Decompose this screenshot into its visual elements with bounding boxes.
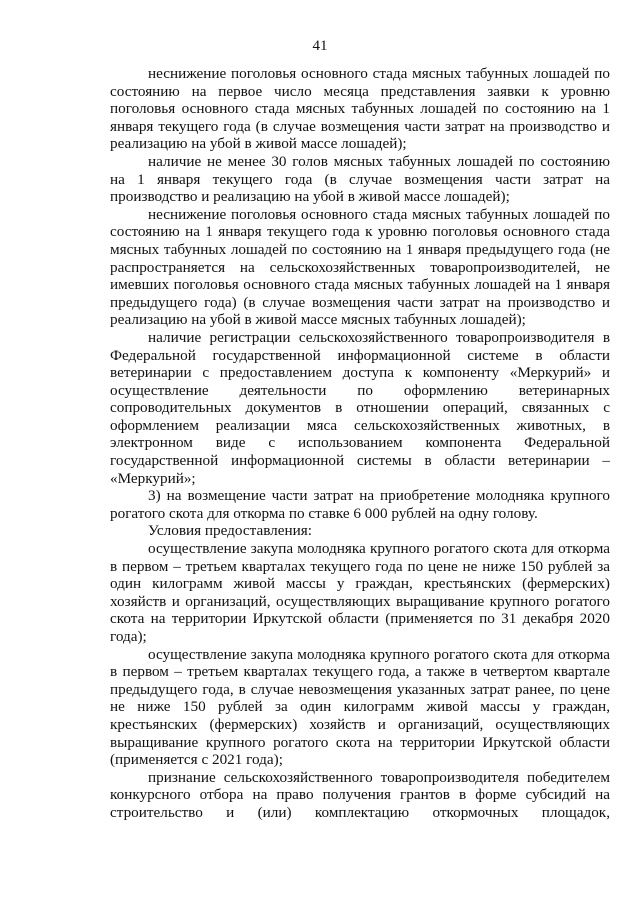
paragraph: осуществление закупа молодняка крупного рогатого скота для откорма в первом – третьем кварталах текущего года по цене не ниже 150 рублей за один килограмм живой массы у граждан, крестьянских (фермерских) хозяйств и организаций, осуществляющих выращивание крупного рогатого скота на территории Иркутской области (применяется по 31 декабря 2020 года);	[110, 540, 610, 645]
section-heading: Условия предоставления:	[148, 522, 312, 540]
paragraph: наличие регистрации сельскохозяйственного товаропроизводителя в Федеральной государственной информационной системе в области ветеринарии с предоставлением доступа к компоненту «Меркурий» и осуществление деятельности по оформлению ветеринарных сопроводительных документов в отношении операций, связанных с оформлением реализации мяса сельскохозяйственных животных, в электронном виде с использованием компонента Федеральной государственной информационной системы в области ветеринарии – «Меркурий»;	[110, 328, 610, 487]
page-number: 41	[312, 38, 328, 54]
paragraph: неснижение поголовья основного стада мясных табунных лошадей по состоянию на 1 января текущего года к уровню поголовья основного стада мясных табунных лошадей по состоянию на 1 января предыдущего года (не распространяется на сельскохозяйственных товаропроизводителей, не имевших поголовья основного стада мясных табунных лошадей на 1 января предыдущего года) (в случае возмещения части затрат на производство и реализацию на убой в живой массе мясных табунных лошадей);	[110, 205, 610, 329]
paragraph: неснижение поголовья основного стада мясных табунных лошадей по состоянию на первое число месяца представления заявки к уровню поголовья основного стада мясных табунных лошадей по состоянию на 1 января текущего года (в случае возмещения части затрат на производство и реализацию на убой в живой массе лошадей);	[110, 65, 610, 153]
document-body	[110, 65, 610, 822]
paragraph: признание сельскохозяйственного товаропроизводителя победителем конкурсного отбора на право получения грантов в форме субсидий на строительство и (или) комплектацию откормочных площадок,	[110, 768, 610, 821]
paragraph: осуществление закупа молодняка крупного рогатого скота для откорма в первом – третьем кварталах текущего года, а также в четвертом квартале предыдущего года, в случае невозмещения указанных затрат ранее, по цене не ниже 150 рублей за один килограмм живой массы у граждан, крестьянских (фермерских) хозяйств и организаций, осуществляющих выращивание крупного рогатого скота на территории Иркутской области (применяется с 2021 года);	[110, 645, 610, 769]
paragraph: 3) на возмещение части затрат на приобретение молодняка крупного рогатого скота для откорма по ставке 6 000 рублей на одну голову.	[110, 487, 610, 522]
paragraph: наличие не менее 30 голов мясных табунных лошадей по состоянию на 1 января текущего года (в случае возмещения части затрат на производство и реализацию на убой в живой массе лошадей);	[110, 152, 610, 206]
